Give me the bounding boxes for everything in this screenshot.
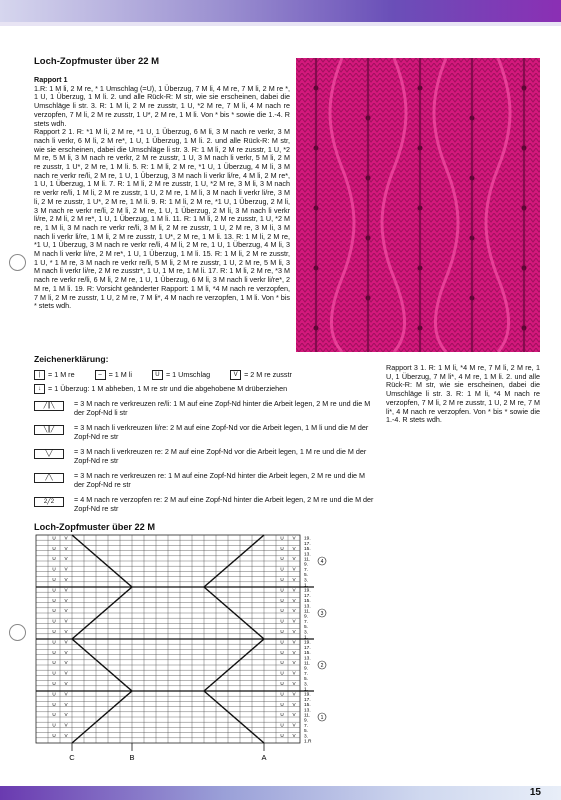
stitch-symbol: U bbox=[52, 712, 56, 718]
stitch-symbol: V bbox=[64, 733, 68, 738]
stitch-symbol: V bbox=[292, 556, 296, 562]
row-label: 19. bbox=[304, 692, 311, 698]
cable-left-knit-symbol: ╲╱ bbox=[34, 449, 64, 459]
stitch-symbol: U bbox=[280, 629, 284, 634]
stitch-symbol: V bbox=[292, 545, 296, 551]
stitch-symbol: U bbox=[280, 670, 284, 676]
row-label: 5. bbox=[304, 573, 309, 579]
stitch-symbol: U bbox=[52, 691, 56, 697]
row-label: 19. bbox=[304, 588, 311, 594]
stitch-symbol: U bbox=[280, 587, 284, 593]
stitch-symbol: U bbox=[52, 545, 56, 551]
stitch-symbol: V bbox=[64, 535, 68, 541]
row-label: 17. bbox=[304, 645, 311, 651]
stitch-symbol: U bbox=[52, 608, 56, 614]
row-label: 13. bbox=[304, 604, 311, 610]
knit-sample-image bbox=[296, 58, 540, 352]
row-label: 19. bbox=[304, 640, 311, 646]
stitch-symbol: U bbox=[52, 660, 56, 666]
stitch-symbol: U bbox=[52, 577, 56, 582]
stitch-symbol: V bbox=[292, 587, 296, 593]
row-label: 5. bbox=[304, 677, 309, 683]
row-label: 11. bbox=[304, 609, 311, 615]
rapport-text-left bbox=[34, 76, 290, 311]
cable-right-knit-symbol: ╱╲ bbox=[34, 473, 64, 483]
stitch-symbol: V bbox=[292, 681, 296, 686]
stitch-symbol: V bbox=[64, 722, 68, 728]
row-label: 15. bbox=[304, 651, 311, 657]
row-label: 1. bbox=[304, 635, 309, 641]
row-label: 15. bbox=[304, 703, 311, 709]
stitch-symbol: V bbox=[64, 649, 68, 655]
section-number: 2 bbox=[320, 662, 324, 669]
stitch-symbol: V bbox=[292, 577, 296, 582]
purl-symbol: – bbox=[95, 370, 106, 380]
page-number: 15 bbox=[529, 787, 541, 798]
legend-cable-4-text: = 3 M nach re verkreuzen re: 1 M auf eine Zopf-Nd hinter die Arbeit legen, 2 M re und die M der Zopf-Nd re str bbox=[74, 471, 366, 489]
stitch-symbol: V bbox=[64, 681, 68, 686]
legend-knit: = 1 M re bbox=[48, 369, 75, 379]
stitch-symbol: U bbox=[52, 733, 56, 738]
stitch-symbol: V bbox=[292, 733, 296, 738]
stitch-symbol: U bbox=[52, 597, 56, 603]
stitch-symbol: U bbox=[52, 566, 56, 572]
row-label: 15. bbox=[304, 547, 311, 553]
stitch-symbol: V bbox=[292, 597, 296, 603]
column-marker: C bbox=[69, 753, 75, 762]
stitch-symbol: V bbox=[292, 712, 296, 718]
rapport2-text: Rapport 2 1. R: *1 M li, 2 M re, *1 U, 1 Überzug, 6 M li, 3 M nach re verkr, 3 M nach li verkr, 6 M li, 2 M re*, 1 U, 1 Überzug, 1 M li. 2. und alle Rück-R: M str, wie sie erscheinen, dabei die Umschläge li str. 3. R: 1 M li, 2 M re zusstr, 1 U, *2 M re, 5 M li, 3 M nach re verkr, 2 M re zusstr, 1 U, 3 M nach li verkr, 5 M li, 2 M re zusstr, 1 U*, 2 M re, 1 M li. 5. R: 1 M li, 2 M re, *1 U, 1 Überzug, 4 M li, 3 M nach re verkr re/li, 2 M re, 1 U, 1 Überzug, 3 M nach li verkr li/re, 4 M li, 2 M re*, 1 U, 1 Überzug, 1 M li. 7. R: 1 M li, 2 M re zusstr, 1 U, *2 M re, 3 M li, 3 M nach re verkr re/li, 1 M li, 2 M re zusstr, 1 U, 2 M re, 1 M li, 3 M nach li verkr li/re, 3 M li, 2 M re zusstr, 1 U*, 2 M re, 1 M li. 9. R: 1 M li, 2 M re, *1 U, 1 Überzug, 2 M li, 3 M nach re verkr re/li, 2 M li, 2 M re, 1 U, 1 Überzug, 2 M li, 3 M nach li verkr li/re, 2 M li, 2 M re*, 1 U, 1 Überzug, 1 M li. 11. R: 1 M li, 2 M re zusstr, 1 U, *2 M re, 1 M li, 3 M nach re verkr re/li, 3 M li, 2 M re zusstr, 1 U, 2 M re, 3 M li, 3 M nach li verkr li/re, 1 M li, 2 M re zusstr, 1 U*, 2 M re, 1 M li. 13. R: 1 M li, 2 M re, *1 U, 1 Überzug, 3 M nach re verkr re/li, 4 M li, 2 M re, 1 U, 1 Überzug, 4 M li, 3 M nach li verkr li/re, 2 M re*, 1 U, 1 Überzug, 1 M li. 15. R: 1 M li, 2 M re zusstr, 1 U, * 1 M re, 3 M nach re verkr re/li, 5 M li, 2 M re zusstr, 1 U, 2 M re, 5 M li, 3 M nach li verkr li/re, 2 M re zusstr*, 1 U, 1 M re, 1 M li. 17. R: 1 M li, 2 M re, *3 M nach re verkr re/li, 6 M li, 2 M re, 1 U, 1 Überzug, 6 M li, 3 M nach li verkr li/re*, 2 M re, 1 M li. 19. R: Vorsicht geänderter Rapport: 1 M li, *4 M nach re verzopfen, 7 M li, 2 M re zusstr, 1 U, 2 M re, 7 M li*, 4 M nach re verzopfen, 1 M li. Von * bis * stets wdh. bbox=[34, 127, 290, 311]
legend-row-ssk bbox=[34, 384, 287, 394]
column-marker: A bbox=[261, 753, 267, 762]
cable-right-purl-symbol: ╱┃╲ bbox=[34, 401, 64, 411]
row-label: 1. bbox=[304, 583, 309, 589]
stitch-symbol: V bbox=[292, 639, 296, 645]
stitch-symbol: U bbox=[52, 618, 56, 624]
cable-4-symbol: 2╱2 bbox=[34, 497, 64, 507]
row-label: 11. bbox=[304, 557, 311, 563]
k2tog-symbol: V bbox=[230, 370, 241, 380]
stitch-symbol: V bbox=[64, 712, 68, 718]
stitch-symbol: V bbox=[64, 556, 68, 562]
row-label: 17. bbox=[304, 697, 311, 703]
legend-cable-3-text: = 3 M nach li verkreuzen re: 2 M auf eine Zopf-Nd vor die Arbeit legen, 1 M re und die M der Zopf-Nd re str bbox=[74, 447, 367, 465]
stitch-symbol: U bbox=[52, 587, 56, 593]
legend-cable-5 bbox=[34, 496, 378, 516]
binder-hole bbox=[9, 254, 26, 271]
stitch-symbol: U bbox=[280, 608, 284, 614]
row-label: 9. bbox=[304, 614, 309, 620]
header-band bbox=[0, 22, 561, 26]
stitch-symbol: V bbox=[292, 670, 296, 676]
stitch-symbol: V bbox=[64, 597, 68, 603]
legend-title: Zeichenerklärung: bbox=[34, 354, 109, 364]
stitch-symbol: U bbox=[52, 639, 56, 645]
stitch-symbol: V bbox=[292, 566, 296, 572]
row-label: 9. bbox=[304, 562, 309, 568]
stitch-symbol: U bbox=[52, 670, 56, 676]
section-number: 4 bbox=[320, 558, 324, 565]
legend-k2tog: = 2 M re zusstr bbox=[244, 369, 292, 379]
stitch-symbol: U bbox=[280, 566, 284, 572]
legend-ssk: = 1 Überzug: 1 M abheben, 1 M re str und die abgehobene M drüberziehen bbox=[48, 383, 288, 393]
row-label: 7. bbox=[304, 619, 309, 625]
row-label: 3. bbox=[304, 682, 309, 688]
stitch-symbol: U bbox=[52, 681, 56, 686]
yarn-over-symbol: U bbox=[152, 370, 163, 380]
stitch-symbol: V bbox=[64, 660, 68, 666]
footer-bar bbox=[0, 786, 561, 800]
cable-left-purl-symbol: ╲┃╱ bbox=[34, 425, 64, 435]
stitch-symbol: U bbox=[280, 556, 284, 562]
row-label: 13. bbox=[304, 708, 311, 714]
knit-symbol: | bbox=[34, 370, 45, 380]
row-label: 11. bbox=[304, 661, 311, 667]
row-label: 13. bbox=[304, 552, 311, 558]
legend-cable-3 bbox=[34, 448, 378, 468]
ssk-symbol: ↓ bbox=[34, 384, 45, 394]
row-label: 17. bbox=[304, 593, 311, 599]
row-label: 15. bbox=[304, 599, 311, 605]
binder-hole bbox=[9, 624, 26, 641]
stitch-symbol: V bbox=[64, 566, 68, 572]
stitch-symbol: U bbox=[280, 681, 284, 686]
stitch-symbol: V bbox=[64, 670, 68, 676]
stitch-symbol: V bbox=[64, 618, 68, 624]
stitch-symbol: V bbox=[64, 701, 68, 707]
legend-cable-2 bbox=[34, 424, 378, 444]
stitch-symbol: V bbox=[292, 629, 296, 634]
stitch-symbol: V bbox=[64, 577, 68, 582]
rapport-text-right bbox=[386, 364, 540, 425]
legend-cable-1 bbox=[34, 400, 378, 420]
header-bar bbox=[0, 0, 561, 22]
stitch-symbol: U bbox=[280, 712, 284, 718]
chart-title: Loch-Zopfmuster über 22 M bbox=[34, 522, 155, 532]
stitch-symbol: U bbox=[280, 639, 284, 645]
knit-sample-photo bbox=[296, 58, 540, 352]
stitch-symbol: U bbox=[280, 701, 284, 707]
stitch-symbol: V bbox=[64, 587, 68, 593]
row-label: 19. bbox=[304, 536, 311, 542]
stitch-symbol: U bbox=[280, 691, 284, 697]
legend-cable-2-text: = 3 M nach li verkreuzen li/re: 2 M auf eine Zopf-Nd vor die Arbeit legen, 1 M li und die M der Zopf-Nd re str bbox=[74, 423, 369, 441]
stitch-symbol: U bbox=[280, 733, 284, 738]
knitting-chart-grid bbox=[30, 531, 330, 779]
row-label: 17. bbox=[304, 541, 311, 547]
stitch-symbol: V bbox=[64, 691, 68, 697]
row-label: 7. bbox=[304, 723, 309, 729]
stitch-symbol: U bbox=[52, 629, 56, 634]
legend-cable-4 bbox=[34, 472, 378, 492]
stitch-symbol: V bbox=[64, 545, 68, 551]
row-label: 13. bbox=[304, 656, 311, 662]
knitting-chart bbox=[30, 531, 330, 779]
stitch-symbol: U bbox=[52, 556, 56, 562]
row-label: 11. bbox=[304, 713, 311, 719]
stitch-symbol: U bbox=[280, 722, 284, 728]
stitch-symbol: U bbox=[280, 535, 284, 541]
stitch-symbol: U bbox=[280, 660, 284, 666]
stitch-symbol: V bbox=[64, 639, 68, 645]
stitch-symbol: V bbox=[292, 722, 296, 728]
stitch-symbol: U bbox=[280, 618, 284, 624]
stitch-symbol: U bbox=[52, 701, 56, 707]
row-label: 9. bbox=[304, 718, 309, 724]
legend-yarn-over: = 1 Umschlag bbox=[165, 369, 211, 379]
pattern-title: Loch-Zopfmuster über 22 M bbox=[34, 56, 160, 67]
stitch-symbol: V bbox=[292, 649, 296, 655]
column-marker: B bbox=[129, 753, 135, 762]
stitch-symbol: V bbox=[292, 660, 296, 666]
rapport1-heading: Rapport 1 bbox=[34, 75, 68, 84]
row-label: 3. bbox=[304, 630, 309, 636]
stitch-symbol: V bbox=[292, 618, 296, 624]
section-number: 1 bbox=[320, 714, 324, 721]
row-label: 9. bbox=[304, 666, 309, 672]
stitch-symbol: V bbox=[64, 608, 68, 614]
stitch-symbol: U bbox=[280, 649, 284, 655]
row-label: 1.R bbox=[304, 739, 312, 745]
stitch-symbol: U bbox=[52, 649, 56, 655]
row-label: 5. bbox=[304, 625, 309, 631]
row-label: 3. bbox=[304, 734, 309, 740]
stitch-symbol: U bbox=[280, 545, 284, 551]
stitch-symbol: U bbox=[280, 577, 284, 582]
row-label: 3. bbox=[304, 578, 309, 584]
stitch-symbol: V bbox=[292, 535, 296, 541]
stitch-symbol: U bbox=[280, 597, 284, 603]
legend-purl: = 1 M li bbox=[108, 369, 132, 379]
section-number: 3 bbox=[320, 610, 324, 617]
legend-row-basic bbox=[34, 370, 292, 380]
stitch-symbol: V bbox=[64, 629, 68, 634]
stitch-symbol: V bbox=[292, 701, 296, 707]
stitch-symbol: V bbox=[292, 691, 296, 697]
legend-cable-5-text: = 4 M nach re verzopfen re: 2 M auf eine Zopf-Nd hinter die Arbeit legen, 2 M re und die M der Zopf-Nd re str bbox=[74, 495, 374, 513]
row-label: 7. bbox=[304, 671, 309, 677]
rapport3-text: Rapport 3 1. R: 1 M li, *4 M re, 7 M li, 2 M re, 1 U, 1 Überzug, 7 M li*, 4 M re, 1 M li. 2. und alle Rück-R: M str, wie sie erscheinen, dabei die Umschläge li str. 3. R: 1 M li, *4 M nach re verzopfen, 7 M li, 2 M re zusstr, 1 U, 2 M re, 7 M li*, 4 M nach re verzopfen. Von * bis * sowie die 1.-4. R stets wdh. bbox=[386, 363, 540, 425]
stitch-symbol: U bbox=[52, 535, 56, 541]
row-label: 5. bbox=[304, 729, 309, 735]
stitch-symbol: U bbox=[52, 722, 56, 728]
row-label: 1. bbox=[304, 687, 309, 693]
legend-cable-1-text: = 3 M nach re verkreuzen re/li: 1 M auf eine Zopf-Nd hinter die Arbeit legen, 2 M re und die M der Zopf-Nd li str bbox=[74, 399, 371, 417]
stitch-symbol: V bbox=[292, 608, 296, 614]
rapport1-text: 1.R: 1 M li, 2 M re, * 1 Umschlag (=U), 1 Überzug, 7 M li, 4 M re, 7 M li, 2 M re *, 1 U, 1 Überzug, 1 M li. 2. und alle Rück-R: M str, wie sie erscheinen, dabei die Umschläge li str. 3. R: 1 M li, 2 M re zusstr, 1 U, *2 M re, 7 M li, 4 M nach re verzopfen, 7 M li, 2 M re zusstr, 1 U*, 2 M re, 1 M li. Von * bis * sowie die 1.-4. R stets wdh. bbox=[34, 83, 290, 128]
row-label: 7. bbox=[304, 567, 309, 573]
